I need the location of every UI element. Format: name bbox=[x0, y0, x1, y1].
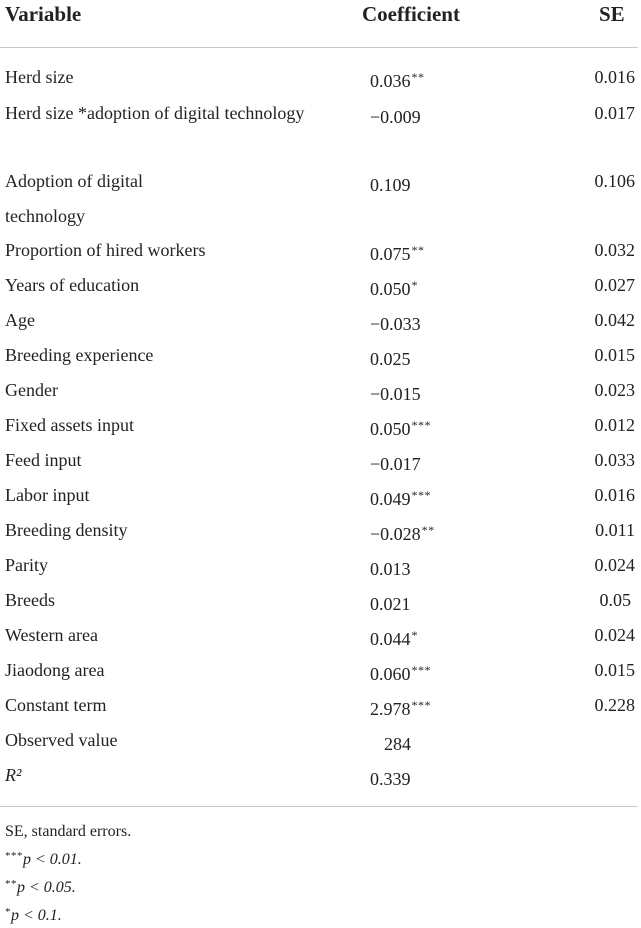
footer-divider bbox=[0, 806, 638, 807]
row-coefficient: 0.049*** bbox=[370, 488, 431, 509]
header-se: SE bbox=[599, 2, 625, 26]
row-variable: Breeding experience bbox=[5, 345, 154, 365]
footnote-p005: **p < 0.05. bbox=[5, 878, 76, 896]
row-se: 0.024 bbox=[594, 555, 635, 575]
row-variable: Feed input bbox=[5, 450, 82, 470]
row-variable: Adoption of digital technology bbox=[5, 171, 143, 226]
row-variable: Labor input bbox=[5, 485, 90, 505]
row-coefficient: −0.009 bbox=[370, 107, 421, 127]
row-variable: Proportion of hired workers bbox=[5, 240, 206, 260]
row-coefficient: 0.025 bbox=[370, 349, 411, 369]
row-coefficient: 0.050*** bbox=[370, 418, 431, 439]
significance-stars: ** bbox=[411, 70, 425, 84]
row-variable: Breeding density bbox=[5, 520, 128, 540]
significance-stars: ** bbox=[421, 523, 435, 537]
row-se: 0.012 bbox=[594, 415, 635, 435]
header-variable: Variable bbox=[5, 2, 82, 26]
row-coefficient: −0.017 bbox=[370, 454, 421, 474]
row-coefficient: 0.060*** bbox=[370, 663, 431, 684]
row-coefficient: 0.109 bbox=[370, 175, 411, 195]
row-variable: Jiaodong area bbox=[5, 660, 105, 680]
row-se: 0.024 bbox=[594, 625, 635, 645]
row-coefficient: −0.015 bbox=[370, 384, 421, 404]
row-se: 0.228 bbox=[594, 695, 635, 715]
row-variable: Years of education bbox=[5, 275, 140, 295]
significance-stars: *** bbox=[411, 418, 431, 432]
row-se: 0.032 bbox=[594, 240, 635, 260]
row-variable: R² bbox=[5, 765, 22, 785]
row-coefficient: 2.978*** bbox=[370, 698, 431, 719]
row-variable: Western area bbox=[5, 625, 98, 645]
significance-stars: *** bbox=[411, 698, 431, 712]
row-se: 0.042 bbox=[594, 310, 635, 330]
row-variable: Herd size bbox=[5, 67, 74, 87]
row-se: 0.106 bbox=[594, 171, 635, 191]
row-coefficient: 0.013 bbox=[370, 559, 411, 579]
header-divider bbox=[0, 47, 638, 48]
row-se: 0.033 bbox=[594, 450, 635, 470]
row-coefficient: 0.075** bbox=[370, 243, 425, 264]
table-footnotes bbox=[5, 820, 131, 928]
row-variable: Parity bbox=[5, 555, 48, 575]
row-variable: Breeds bbox=[5, 590, 55, 610]
footnote-p01: *p < 0.1. bbox=[5, 906, 62, 924]
row-variable: Constant term bbox=[5, 695, 107, 715]
footnote-se: SE, standard errors. bbox=[5, 823, 132, 840]
header-coefficient: Coefficient bbox=[362, 2, 460, 26]
row-se: 0.017 bbox=[594, 103, 635, 123]
row-se: 0.016 bbox=[594, 67, 635, 87]
significance-stars: *** bbox=[411, 663, 431, 677]
row-coefficient: 0.050* bbox=[370, 278, 418, 299]
significance-stars: ** bbox=[411, 243, 425, 257]
row-variable: Fixed assets input bbox=[5, 415, 134, 435]
row-variable: Observed value bbox=[5, 730, 118, 750]
row-se: 0.011 bbox=[595, 520, 635, 540]
row-se: 0.015 bbox=[594, 345, 635, 365]
row-se: 0.027 bbox=[594, 275, 635, 295]
row-coefficient: 0.339 bbox=[370, 769, 411, 789]
row-coefficient: 0.036** bbox=[370, 70, 425, 91]
significance-stars: * bbox=[411, 278, 418, 292]
row-variable: Age bbox=[5, 310, 35, 330]
row-se: 0.05 bbox=[599, 590, 631, 610]
row-variable: Herd size *adoption of digital technology bbox=[5, 103, 305, 123]
row-coefficient: −0.028** bbox=[370, 523, 435, 544]
row-se: 0.016 bbox=[594, 485, 635, 505]
significance-stars: * bbox=[411, 628, 418, 642]
row-coefficient: 0.044* bbox=[370, 628, 418, 649]
row-coefficient: 284 bbox=[384, 734, 411, 754]
row-variable: Gender bbox=[5, 380, 58, 400]
row-se: 0.023 bbox=[594, 380, 635, 400]
row-coefficient: −0.033 bbox=[370, 314, 421, 334]
footnote-p001: ***p < 0.01. bbox=[5, 850, 82, 868]
row-se: 0.015 bbox=[594, 660, 635, 680]
row-coefficient: 0.021 bbox=[370, 594, 411, 614]
significance-stars: *** bbox=[411, 488, 431, 502]
table-header bbox=[0, 0, 641, 34]
